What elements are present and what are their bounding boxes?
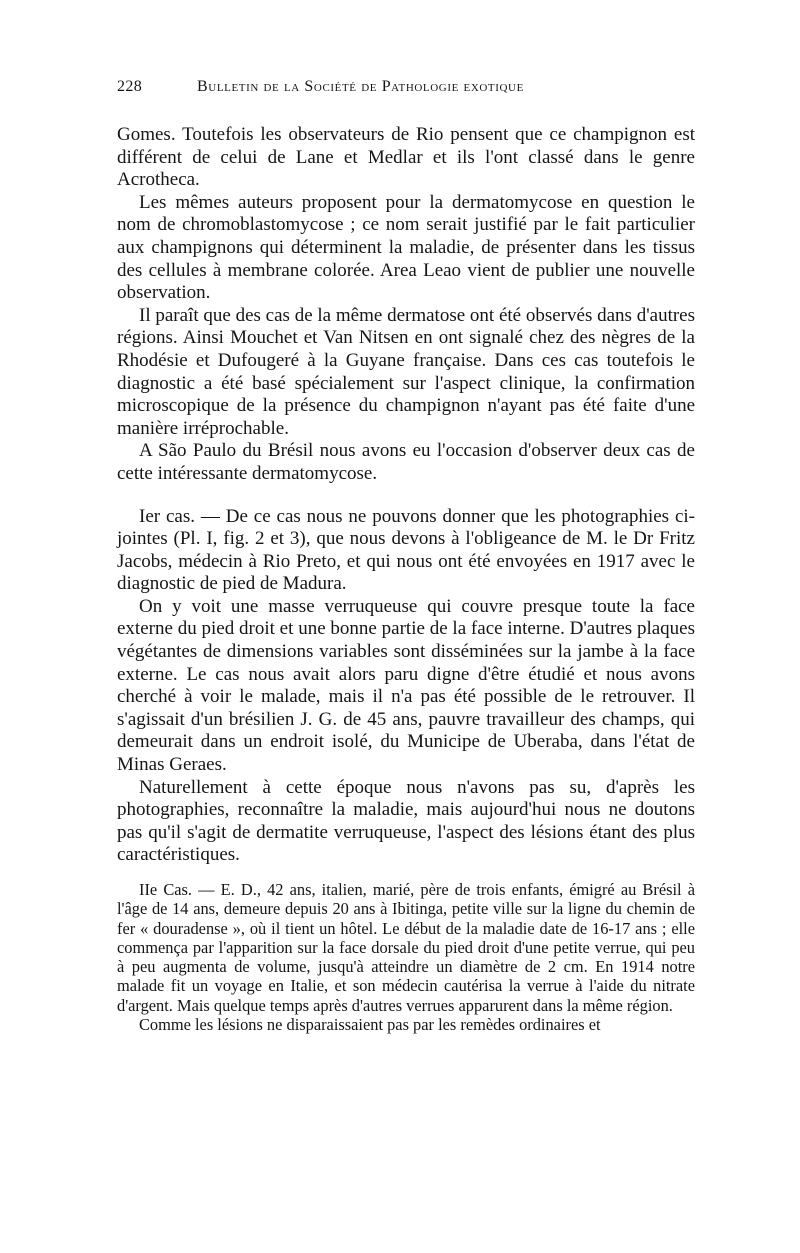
running-header (117, 78, 695, 108)
body-text (117, 124, 695, 1034)
section-gap (117, 486, 695, 506)
paragraph-sao-paulo: A São Paulo du Brésil nous avons eu l'occasion d'observer deux cas de cette intéressante dermatomycose. (117, 440, 695, 484)
paragraph-first-case-description: On y voit une masse verruqueuse qui couvre presque toute la face externe du pied droit et une bonne partie de la face interne. D'autres plaques végétantes de dimensions variables sont disséminées sur la jambe à la face externe. Le cas nous avait alors paru digne d'être étudié et nous avons cherché à voir le malade, mais il n'a pas été possible de le retrouver. Il s'agissait d'un brésilien J. G. de 45 ans, pauvre travailleur des champs, qui demeurait dans un endroit isolé, du Municipe de Uberaba, dans l'état de Minas Geraes. (117, 595, 695, 776)
paragraph-chromoblastomycose: Les mêmes auteurs proposent pour la dermatomycose en question le nom de chromoblastomycose ; ce nom serait justifié par le fait particulier aux champignons qui déterminent la maladie, de présenter dans les tissus des cellules à membrane colorée. Area Leao vient de publier une nouvelle observation. (117, 191, 695, 304)
paragraph-acrotheca: Gomes. Toutefois les observateurs de Rio pensent que ce champignon est différent de celui de Lane et Medlar et ils l'ont classé dans le genre Acrotheca. (117, 124, 695, 191)
paragraph-second-case: IIe Cas. — E. D., 42 ans, italien, marié, père de trois enfants, émigré au Brésil à l'âge de 14 ans, demeure depuis 20 ans à Ibitinga, petite ville sur la ligne du chemin de fer « douradense », où il tient un hôtel. Le début de la maladie date de 16-17 ans ; elle commença par l'apparition sur la face dorsale du pied droit d'une petite verrue, qui peu à peu augmenta de volume, jusqu'à atteindre un diamètre de 2 cm. En 1914 notre malade fit un voyage en Italie, et son médecin cautérisa la verrue à l'aide du nitrate d'argent. Mais quelque temps après d'autres verrues apparurent dans la même région. (117, 880, 695, 1015)
paragraph-other-regions: Il paraît que des cas de la même dermatose ont été observés dans d'autres régions. Ainsi Mouchet et Van Nitsen en ont signalé chez des nègres de la Rhodésie et Dufougeré à la Guyane française. Dans ces cas toutefois le diagnostic a été basé spécialement sur l'aspect clinique, la confirmation microscopique de la présence du champignon n'ayant pas été faite d'une manière irréprochable. (117, 304, 695, 439)
paragraph-second-case-continued: Comme les lésions ne disparaissaient pas par les remèdes ordinaires et (139, 1015, 601, 1035)
paragraph-first-case: Ier cas. — De ce cas nous ne pouvons donner que les photographies ci-jointes (Pl. I, fig. 2 et 3), que nous devons à l'obligeance de M. le Dr Fritz Jacobs, médecin à Rio Preto, et qui nous ont été envoyées en 1917 avec le diagnostic de pied de Madura. (117, 505, 695, 595)
section-gap (117, 867, 695, 880)
journal-title: Bulletin de la Société de Pathologie exotique (197, 78, 524, 95)
page-number: 228 (117, 78, 143, 95)
document-page (117, 78, 695, 1034)
paragraph-first-case-diagnosis: Naturellement à cette époque nous n'avons pas su, d'après les photographies, reconnaître la maladie, mais aujourd'hui nous ne doutons pas qu'il s'agit de dermatite verruqueuse, l'aspect des lésions étant des plus caractéristiques. (117, 776, 695, 866)
